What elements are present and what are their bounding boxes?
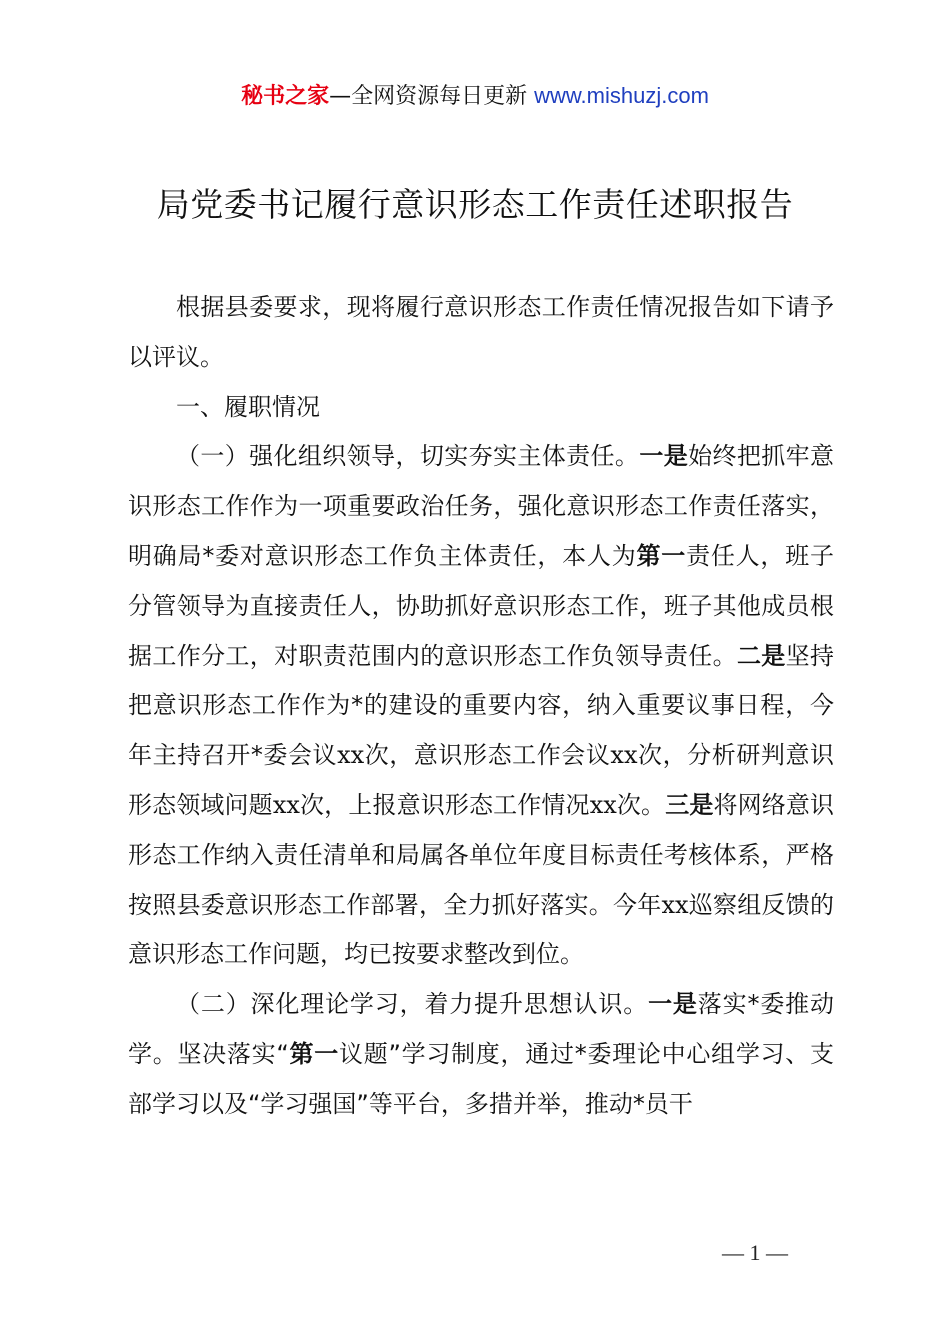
count-placeholder: xx <box>661 890 689 919</box>
site-header <box>0 80 950 113</box>
count-placeholder: xx <box>272 790 300 819</box>
count-placeholder: xx <box>610 741 638 770</box>
bold-marker: 第一 <box>288 1039 339 1068</box>
site-url[interactable]: www.mishuzj.com <box>534 83 709 108</box>
count-placeholder: xx <box>337 741 365 770</box>
text-run: 次，上报意识形态工作情况 <box>299 790 590 819</box>
bold-marker: 一是 <box>639 442 689 471</box>
text-run: 议题”学习制度，通过*委理论中心组学习、支部学习以及“学习强国”等平台，多措并举，推动*员干 <box>128 1039 835 1118</box>
intro-paragraph: 根据县委要求，现将履行意识形态工作责任情况报告如下请予以评议。 <box>128 293 834 371</box>
text-run: 次，分析研判意识形态领域问题 <box>128 741 835 819</box>
text-run: 巡察组反馈的意识形态工作问题，均已按要求整改到位。 <box>128 890 834 969</box>
site-brand: 秘书之家 <box>241 84 330 109</box>
bold-marker: 第一 <box>636 541 687 570</box>
subheading: （一）强化组织领导，切实夯实主体责任。 <box>176 442 640 471</box>
text-run: 将网络意识形态工作纳入责任清单和局属各单位年度目标责任考核体系，严格按照县委意识形态工作部署，全力抓好落实。今年 <box>128 790 835 919</box>
text-run: 责任人，班子分管领导为直接责任人，协助抓好意识形态工作，班子其他成员根据工作分工，对职责范围内的意识形态工作负领导责任。 <box>128 541 835 670</box>
text-run: 次，意识形态工作会议 <box>364 741 611 770</box>
paragraph-1 <box>128 432 834 980</box>
document-title: 局党委书记履行意识形态工作责任述职报告 <box>156 185 794 224</box>
subheading: （二）深化理论学习，着力提升思想认识。 <box>176 990 649 1019</box>
bold-marker: 三是 <box>665 790 714 819</box>
bold-marker: 一是 <box>648 990 698 1019</box>
text-run: 始终把抓牢意识形态工作作为一项重要政治任务，强化意识形态工作责任落实，明确局*委对意识形态工作负主体责任，本人为 <box>128 442 835 570</box>
count-placeholder: xx <box>589 790 617 819</box>
page-number: — 1 — <box>722 1240 788 1265</box>
text-run: 落实*委推动学。坚决落实“ <box>128 990 835 1068</box>
text-run: 次。 <box>616 790 666 819</box>
section-heading: 一、履职情况 <box>176 392 320 421</box>
bold-marker: 二是 <box>736 641 786 670</box>
document-body <box>128 283 834 1130</box>
site-tagline: —全网资源每日更新 <box>329 84 535 109</box>
paragraph-2 <box>128 980 834 1129</box>
text-run: 坚持把意识形态工作作为*的建设的重要内容，纳入重要议事日程，今年主持召开*委会议 <box>128 641 835 770</box>
